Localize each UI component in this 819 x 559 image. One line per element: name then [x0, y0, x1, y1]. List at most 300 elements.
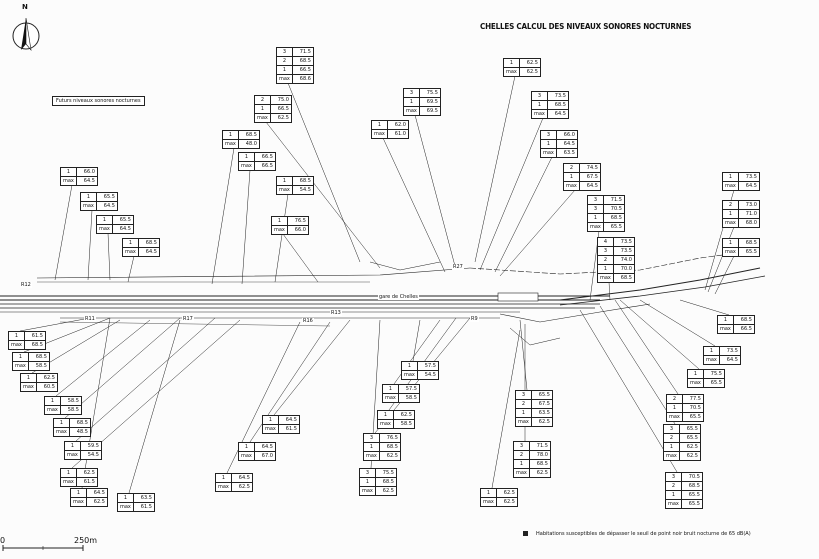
level-value-cell: 67.5 — [531, 400, 552, 409]
leader-line — [495, 157, 552, 272]
level-value-cell: 68.5 — [69, 419, 90, 428]
floor-level-row — [598, 238, 635, 247]
level-value-cell: 54.5 — [292, 186, 313, 195]
level-value-cell: 62.5 — [679, 443, 700, 452]
level-value-cell: 66.5 — [254, 153, 275, 162]
floor-level-row — [277, 177, 314, 186]
level-table — [359, 468, 397, 496]
scale-start-label: 0 — [0, 536, 6, 545]
floor-cell: 1 — [481, 489, 497, 498]
leader-line — [283, 234, 318, 282]
floor-cell: 1 — [45, 397, 61, 406]
level-table — [722, 200, 760, 228]
max-level-row — [664, 452, 701, 461]
level-table — [238, 152, 276, 171]
leader-line — [65, 318, 180, 418]
level-value-cell: 48.0 — [238, 140, 259, 149]
level-table — [382, 384, 420, 403]
level-value-cell: 73.5 — [547, 92, 568, 101]
level-value-cell: 48.5 — [69, 428, 90, 437]
receptor-label: R11 — [85, 316, 95, 322]
floor-cell: 1 — [402, 362, 418, 371]
floor-cell: 1 — [13, 353, 29, 362]
level-value-cell: 75.5 — [375, 469, 396, 478]
level-value-cell: 62.5 — [76, 469, 97, 478]
floor-cell: 1 — [718, 316, 734, 325]
floor-level-row — [9, 332, 46, 341]
floor-cell: 1 — [61, 469, 77, 478]
floor-cell: max — [532, 110, 548, 119]
level-value-cell: 68.0 — [738, 219, 759, 228]
floor-cell: 2 — [514, 451, 530, 460]
level-value-cell: 73.5 — [613, 247, 634, 256]
leader-line — [640, 300, 715, 346]
level-value-cell: 71.0 — [738, 210, 759, 219]
level-value-cell: 68.5 — [733, 316, 754, 325]
floor-cell: max — [216, 483, 232, 492]
level-table — [480, 488, 518, 507]
level-table — [403, 88, 441, 116]
floor-cell: 3 — [404, 89, 420, 98]
level-value-cell: 62.5 — [679, 452, 700, 461]
floor-cell: 3 — [588, 196, 604, 205]
floor-cell: max — [664, 452, 680, 461]
level-value-cell: 76.5 — [287, 217, 308, 226]
floor-cell: 1 — [667, 404, 683, 413]
level-value-cell: 65.5 — [679, 434, 700, 443]
floor-cell: max — [71, 498, 87, 507]
floor-cell: max — [364, 452, 380, 461]
max-level-row — [378, 420, 415, 429]
level-value-cell: 71.5 — [529, 442, 550, 451]
level-value-cell: 68.5 — [138, 239, 159, 248]
floor-cell: 2 — [598, 256, 614, 265]
level-value-cell: 63.5 — [556, 149, 577, 158]
floor-level-row — [514, 451, 551, 460]
floor-cell: 4 — [598, 238, 614, 247]
floor-cell: max — [723, 182, 739, 191]
floor-cell: 1 — [97, 216, 113, 225]
max-level-row — [723, 219, 760, 228]
floor-cell: max — [65, 451, 81, 460]
floor-cell: 2 — [516, 400, 532, 409]
floor-cell: max — [588, 223, 604, 232]
level-value-cell: 66.0 — [287, 226, 308, 235]
level-table — [238, 442, 276, 461]
leader-line — [76, 318, 215, 441]
max-level-row — [723, 248, 760, 257]
floor-cell: max — [255, 114, 271, 123]
max-level-row — [272, 226, 309, 235]
floor-cell: max — [704, 356, 720, 365]
level-value-cell: 62.5 — [270, 114, 291, 123]
max-level-row — [372, 130, 409, 139]
floor-level-row — [21, 374, 58, 383]
floor-cell: max — [61, 478, 77, 487]
floor-level-row — [481, 489, 518, 498]
max-level-row — [360, 487, 397, 496]
floor-level-row — [404, 98, 441, 107]
leader-line — [288, 83, 360, 262]
leader-line — [413, 320, 420, 361]
floor-cell: 1 — [71, 489, 87, 498]
floor-level-row — [71, 489, 108, 498]
floor-level-row — [61, 168, 98, 177]
level-value-cell: 64.5 — [278, 416, 299, 425]
level-value-cell: 58.5 — [60, 397, 81, 406]
level-value-cell: 68.5 — [738, 239, 759, 248]
max-level-row — [45, 406, 82, 415]
floor-cell: 1 — [360, 478, 376, 487]
floor-level-row — [54, 419, 91, 428]
floor-cell: max — [667, 413, 683, 422]
level-table — [717, 315, 755, 334]
level-value-cell: 68.5 — [681, 482, 702, 491]
floor-cell: 1 — [277, 177, 293, 186]
floor-level-row — [118, 494, 155, 503]
floor-cell: max — [61, 177, 77, 186]
floor-cell: 1 — [723, 239, 739, 248]
level-value-cell: 75.0 — [270, 96, 291, 105]
threshold-symbol — [523, 531, 528, 536]
floor-level-row — [688, 370, 725, 379]
floor-cell: max — [402, 371, 418, 380]
floor-cell: max — [516, 418, 532, 427]
floor-cell: 1 — [723, 173, 739, 182]
max-level-row — [118, 503, 155, 512]
leader-line — [212, 148, 234, 284]
level-value-cell: 58.5 — [60, 406, 81, 415]
level-value-cell: 68.5 — [24, 341, 45, 350]
level-table — [276, 176, 314, 195]
level-value-cell: 64.5 — [96, 202, 117, 211]
floor-cell: max — [723, 219, 739, 228]
floor-cell: 1 — [383, 385, 399, 394]
floor-level-row — [667, 404, 704, 413]
station-label: gare de Chelles — [379, 294, 418, 300]
max-level-row — [667, 413, 704, 422]
level-value-cell: 64.5 — [86, 489, 107, 498]
level-table — [44, 396, 82, 415]
max-level-row — [223, 140, 260, 149]
floor-cell: 1 — [21, 374, 37, 383]
floor-cell: 1 — [516, 409, 532, 418]
max-level-row — [71, 498, 108, 507]
level-value-cell: 58.5 — [28, 362, 49, 371]
floor-cell: 2 — [723, 201, 739, 210]
floor-level-row — [598, 265, 635, 274]
level-value-cell: 62.5 — [86, 498, 107, 507]
level-value-cell: 57.5 — [417, 362, 438, 371]
floor-cell: 1 — [588, 214, 604, 223]
level-table — [703, 346, 741, 365]
level-value-cell: 67.5 — [579, 173, 600, 182]
floor-cell: 1 — [223, 131, 239, 140]
level-value-cell: 65.5 — [112, 216, 133, 225]
floor-cell: max — [481, 498, 497, 507]
level-value-cell: 65.5 — [603, 223, 624, 232]
level-table — [665, 472, 703, 509]
level-table — [722, 238, 760, 257]
level-table — [12, 352, 50, 371]
floor-cell: 1 — [277, 66, 293, 75]
max-level-row — [239, 162, 276, 171]
level-value-cell: 62.5 — [379, 452, 400, 461]
floor-cell: 1 — [216, 474, 232, 483]
level-value-cell: 58.5 — [393, 420, 414, 429]
level-table — [96, 215, 134, 234]
level-table — [666, 394, 704, 422]
floor-level-row — [61, 469, 98, 478]
floor-level-row — [378, 411, 415, 420]
leader-line — [415, 115, 455, 266]
max-level-row — [21, 383, 58, 392]
level-value-cell: 61.0 — [387, 130, 408, 139]
floor-level-row — [277, 48, 314, 57]
north-label: N — [22, 3, 28, 11]
level-table — [722, 172, 760, 191]
leader-line — [274, 320, 350, 415]
max-level-row — [541, 149, 578, 158]
leader-line — [56, 320, 150, 396]
level-value-cell: 74.5 — [579, 164, 600, 173]
floor-cell: 1 — [688, 370, 704, 379]
level-value-cell: 60.5 — [36, 383, 57, 392]
level-value-cell: 68.5 — [529, 460, 550, 469]
max-level-row — [723, 182, 760, 191]
max-level-row — [564, 182, 601, 191]
level-table — [80, 192, 118, 211]
leader-line — [500, 190, 575, 276]
level-value-cell: 68.5 — [292, 57, 313, 66]
level-value-cell: 70.5 — [681, 473, 702, 482]
floor-cell: 1 — [598, 265, 614, 274]
level-value-cell: 65.5 — [703, 379, 724, 388]
north-arrow — [8, 3, 44, 56]
floor-cell: 1 — [404, 98, 420, 107]
level-value-cell: 62.5 — [496, 489, 517, 498]
floor-cell: 2 — [564, 164, 580, 173]
floor-cell: 3 — [664, 425, 680, 434]
max-level-row — [383, 394, 420, 403]
level-value-cell: 61.5 — [133, 503, 154, 512]
level-value-cell: 70.0 — [613, 265, 634, 274]
level-value-cell: 77.5 — [682, 395, 703, 404]
floor-cell: max — [723, 248, 739, 257]
floor-cell: max — [54, 428, 70, 437]
level-value-cell: 73.0 — [738, 201, 759, 210]
floor-cell: 2 — [667, 395, 683, 404]
floor-level-row — [541, 140, 578, 149]
leader-line — [129, 320, 180, 493]
level-value-cell: 62.5 — [529, 469, 550, 478]
level-value-cell: 54.5 — [417, 371, 438, 380]
floor-cell: 1 — [239, 153, 255, 162]
level-value-cell: 65.5 — [531, 391, 552, 400]
level-value-cell: 68.5 — [238, 131, 259, 140]
level-value-cell: 66.5 — [254, 162, 275, 171]
floor-level-row — [97, 216, 134, 225]
floor-cell: 2 — [664, 434, 680, 443]
receptor-label: R12 — [21, 282, 31, 288]
floor-cell: max — [223, 140, 239, 149]
floor-cell: max — [688, 379, 704, 388]
level-value-cell: 59.5 — [80, 442, 101, 451]
max-level-row — [61, 177, 98, 186]
level-value-cell: 64.5 — [112, 225, 133, 234]
max-level-row — [65, 451, 102, 460]
max-level-row — [123, 248, 160, 257]
level-table — [587, 195, 625, 232]
level-value-cell: 66.5 — [270, 105, 291, 114]
level-table — [8, 331, 46, 350]
level-value-cell: 62.0 — [387, 121, 408, 130]
floor-level-row — [364, 434, 401, 443]
level-value-cell: 64.5 — [76, 177, 97, 186]
floor-cell: max — [378, 420, 394, 429]
floor-cell: max — [514, 469, 530, 478]
floor-level-row — [598, 247, 635, 256]
floor-level-row — [81, 193, 118, 202]
floor-level-row — [383, 385, 420, 394]
leader-line — [266, 122, 380, 268]
floor-cell: 1 — [263, 416, 279, 425]
level-value-cell: 66.5 — [733, 325, 754, 334]
level-table — [371, 120, 409, 139]
floor-cell: 1 — [272, 217, 288, 226]
leader-line — [620, 300, 699, 369]
level-table — [377, 410, 415, 429]
floor-level-row — [588, 205, 625, 214]
floor-level-row — [704, 347, 741, 356]
floor-level-row — [664, 434, 701, 443]
receptor-label: R27 — [453, 264, 463, 270]
floor-cell: max — [666, 500, 682, 509]
floor-cell: max — [21, 383, 37, 392]
floor-cell: 3 — [360, 469, 376, 478]
floor-level-row — [402, 362, 439, 371]
level-value-cell: 65.5 — [681, 500, 702, 509]
floor-cell: max — [383, 394, 399, 403]
max-level-row — [402, 371, 439, 380]
level-value-cell: 63.5 — [531, 409, 552, 418]
level-value-cell: 66.0 — [556, 131, 577, 140]
floor-cell: 1 — [123, 239, 139, 248]
floor-cell: 1 — [9, 332, 25, 341]
floor-level-row — [588, 196, 625, 205]
level-value-cell: 62.5 — [231, 483, 252, 492]
level-table — [401, 361, 439, 380]
floor-cell: max — [13, 362, 29, 371]
floor-cell: max — [277, 75, 293, 84]
floor-cell: 2 — [277, 57, 293, 66]
max-level-row — [598, 274, 635, 283]
floor-cell: max — [360, 487, 376, 496]
receptor-label: R17 — [183, 316, 193, 322]
floor-cell: 3 — [588, 205, 604, 214]
floor-level-row — [564, 164, 601, 173]
level-value-cell: 66.0 — [76, 168, 97, 177]
floor-cell: 3 — [532, 92, 548, 101]
level-table — [540, 130, 578, 158]
level-value-cell: 62.5 — [519, 68, 540, 77]
floor-level-row — [263, 416, 300, 425]
floor-level-row — [514, 460, 551, 469]
floor-level-row — [516, 409, 553, 418]
floor-level-row — [667, 395, 704, 404]
max-level-row — [364, 452, 401, 461]
floor-level-row — [360, 469, 397, 478]
level-value-cell: 75.5 — [703, 370, 724, 379]
receptor-label: R13 — [331, 310, 341, 316]
floor-level-row — [65, 442, 102, 451]
floor-cell: max — [404, 107, 420, 116]
max-level-row — [481, 498, 518, 507]
level-value-cell: 58.5 — [398, 394, 419, 403]
floor-cell: 2 — [255, 96, 271, 105]
floor-cell: max — [81, 202, 97, 211]
max-level-row — [263, 425, 300, 434]
level-value-cell: 62.5 — [393, 411, 414, 420]
leader-line — [615, 300, 678, 394]
floor-level-row — [372, 121, 409, 130]
floor-level-row — [541, 131, 578, 140]
leader-line — [383, 138, 445, 272]
level-table — [687, 369, 725, 388]
level-value-cell: 65.5 — [96, 193, 117, 202]
legend-label: Futurs niveaux sonores nocturnes — [52, 96, 145, 106]
level-value-cell: 66.5 — [292, 66, 313, 75]
level-value-cell: 69.5 — [419, 107, 440, 116]
floor-cell: 1 — [255, 105, 271, 114]
level-value-cell: 68.5 — [375, 478, 396, 487]
level-table — [64, 441, 102, 460]
floor-cell: 1 — [118, 494, 134, 503]
leader-line — [715, 256, 734, 294]
level-value-cell: 70.5 — [603, 205, 624, 214]
floor-cell: 1 — [664, 443, 680, 452]
floor-cell: 1 — [81, 193, 97, 202]
level-value-cell: 76.5 — [379, 434, 400, 443]
level-value-cell: 64.5 — [738, 182, 759, 191]
floor-level-row — [723, 173, 760, 182]
threshold-note — [523, 531, 751, 537]
max-level-row — [666, 500, 703, 509]
level-value-cell: 61.5 — [76, 478, 97, 487]
floor-cell: 1 — [65, 442, 81, 451]
level-table — [276, 47, 314, 84]
level-value-cell: 64.5 — [231, 474, 252, 483]
receptor-label: R16 — [303, 318, 313, 324]
max-level-row — [239, 452, 276, 461]
max-level-row — [704, 356, 741, 365]
level-table — [663, 424, 701, 461]
floor-level-row — [666, 491, 703, 500]
floor-cell: 1 — [723, 210, 739, 219]
level-table — [215, 473, 253, 492]
max-level-row — [516, 418, 553, 427]
leader-line — [242, 170, 250, 284]
floor-cell: max — [504, 68, 520, 77]
level-table — [503, 58, 541, 77]
max-level-row — [277, 186, 314, 195]
floor-cell: max — [239, 452, 255, 461]
floor-level-row — [504, 59, 541, 68]
leader-line — [128, 256, 134, 282]
level-value-cell: 68.5 — [292, 177, 313, 186]
level-table — [254, 95, 292, 123]
level-value-cell: 65.5 — [682, 413, 703, 422]
